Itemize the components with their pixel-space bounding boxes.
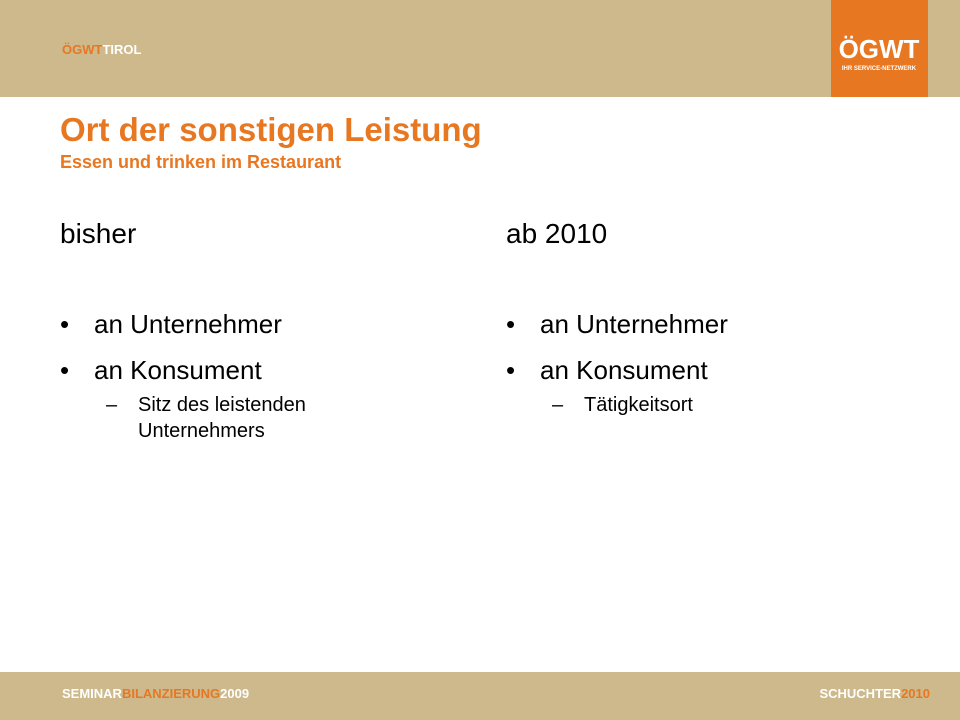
logo-tagline-text: IHR SERVICE-NETZWERK bbox=[841, 66, 917, 72]
bullet-icon: • bbox=[506, 309, 516, 339]
header-band bbox=[0, 0, 960, 97]
sub-list-item bbox=[60, 392, 440, 444]
list-item bbox=[506, 354, 886, 386]
bullet-text: an Unternehmer bbox=[540, 309, 728, 339]
footer-left-part1: SEMINAR bbox=[62, 686, 122, 701]
bullet-text: an Konsument bbox=[94, 355, 262, 385]
sub-text-line1: Tätigkeitsort bbox=[584, 394, 693, 416]
footer-left-part3: 2009 bbox=[220, 686, 250, 701]
title-block bbox=[60, 110, 482, 174]
right-heading: ab 2010 bbox=[506, 218, 608, 249]
logo-graphic bbox=[831, 0, 928, 97]
bullet-icon: • bbox=[60, 355, 70, 385]
footer-left-part2: BILANZIERUNG bbox=[121, 686, 221, 701]
list-item bbox=[60, 308, 440, 340]
logo bbox=[831, 0, 928, 97]
footer-right-part2: 2010 bbox=[901, 686, 930, 701]
list-item bbox=[506, 308, 886, 340]
logo-main-text: ÖGWT bbox=[838, 34, 920, 64]
bullet-text: an Konsument bbox=[540, 355, 708, 385]
bullet-icon: • bbox=[506, 355, 516, 385]
slide-subtitle: Essen und trinken im Restaurant bbox=[60, 152, 342, 172]
left-heading: bisher bbox=[60, 218, 137, 249]
dash-icon: – bbox=[552, 394, 564, 416]
brand-label-part2: TIROL bbox=[102, 42, 142, 57]
sub-text-line1: Sitz des leistenden bbox=[138, 394, 306, 416]
left-column bbox=[60, 216, 440, 444]
sub-text-line2: Unternehmers bbox=[138, 420, 265, 442]
footer-right-part1: SCHUCHTER bbox=[819, 686, 902, 701]
footer-author-label bbox=[819, 686, 930, 701]
sub-list-item bbox=[506, 392, 886, 418]
bullet-icon: • bbox=[60, 309, 70, 339]
brand-label bbox=[62, 42, 141, 57]
footer-seminar-label bbox=[62, 686, 249, 701]
list-item bbox=[60, 354, 440, 386]
slide-title: Ort der sonstigen Leistung bbox=[60, 111, 482, 148]
bullet-text: an Unternehmer bbox=[94, 309, 282, 339]
dash-icon: – bbox=[106, 394, 118, 416]
brand-label-part1: ÖGWT bbox=[62, 42, 103, 57]
right-column bbox=[506, 216, 886, 418]
